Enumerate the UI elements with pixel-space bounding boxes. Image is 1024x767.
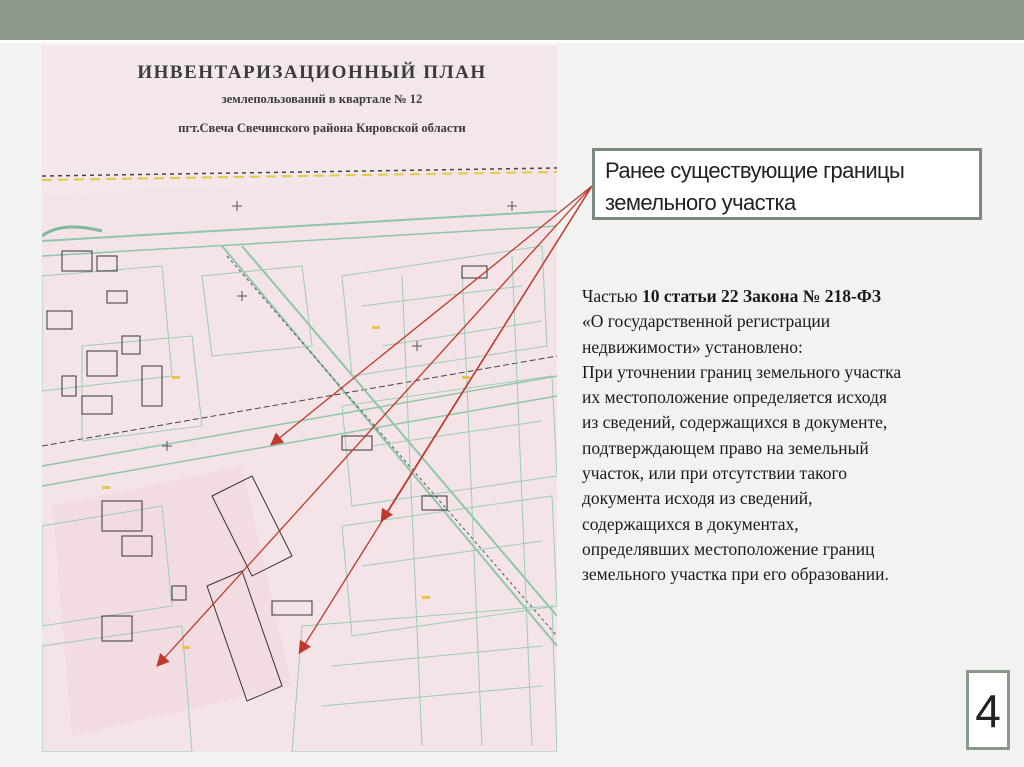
law-text xyxy=(582,284,1002,588)
law-line-9: документа исходя из сведений, xyxy=(582,488,813,509)
law-line-12: земельного участка при его образовании. xyxy=(582,564,889,585)
law-line-11: определявших местоположение границ xyxy=(582,538,875,559)
arrow-2 xyxy=(158,186,592,665)
map-title: ИНВЕНТАРИЗАЦИОННЫЙ ПЛАН xyxy=(137,62,487,83)
arrow-4 xyxy=(382,186,592,520)
law-line-7: подтверждающем право на земельный xyxy=(582,437,869,458)
law-reference: 10 статьи 22 Закона № 218-ФЗ xyxy=(642,286,882,306)
law-line-2: «О государственной регистрации xyxy=(582,311,831,332)
map-location: пгт.Свеча Свечинского района Кировской области xyxy=(178,121,466,135)
law-line-3: недвижимости» установлено: xyxy=(582,336,803,357)
arrow-1 xyxy=(272,186,592,444)
law-line-6: из сведений, содержащихся в документе, xyxy=(582,412,888,433)
map-subtitle: землепользований в квартале № 12 xyxy=(221,92,423,106)
callout-line-2: земельного участка xyxy=(605,190,796,215)
law-line-10: содержащихся в документах, xyxy=(582,513,799,534)
law-line-1 xyxy=(582,284,1002,309)
law-line-1-prefix: Частью xyxy=(582,286,642,306)
law-line-5: их местоположение определяется исходя xyxy=(582,387,887,408)
callout-line-1: Ранее существующие границы xyxy=(605,158,905,183)
slide-number: 4 xyxy=(966,670,1010,750)
law-line-4: При уточнении границ земельного участка xyxy=(582,361,902,382)
callout-box xyxy=(592,148,982,220)
law-line-8: участок, или при отсутствии такого xyxy=(582,463,847,484)
